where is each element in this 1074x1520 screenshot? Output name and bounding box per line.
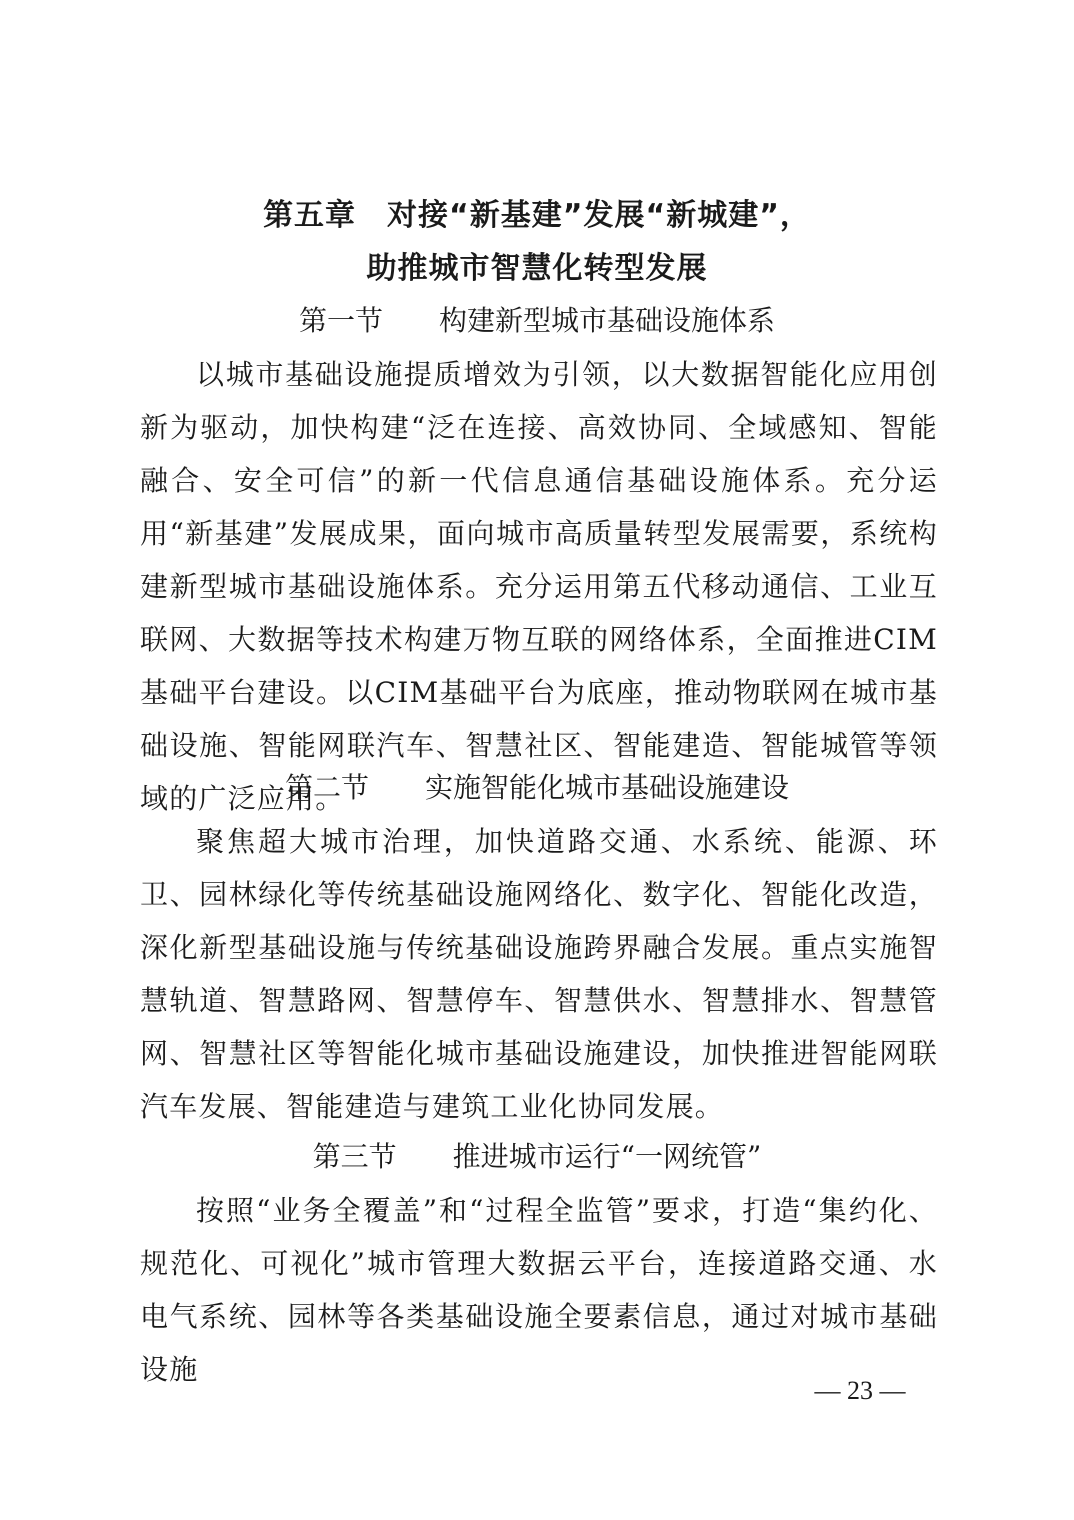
- section-1-paragraph: 以城市基础设施提质增效为引领，以大数据智能化应用创新为驱动，加快构建“泛在连接、高效协同、全域感知、智能融合、安全可信”的新一代信息通信基础设施体系。充分运用“新基建”发展成果，面向城市高质量转型发展需要，系统构建新型城市基础设施体系。充分运用第五代移动通信、工业互联网、大数据等技术构建万物互联的网络体系，全面推进CIM基础平台建设。以CIM基础平台为底座，推动物联网在城市基础设施、智能网联汽车、智慧社区、智能建造、智能城管等领域的广泛应用。: [140, 358, 938, 815]
- section-title-3: 第三节 推进城市运行“一网统管”: [312, 1140, 762, 1173]
- page-number: — 23 —: [814, 1376, 906, 1405]
- section-3-paragraph: 按照“业务全覆盖”和“过程全监管”要求，打造“集约化、规范化、可视化”城市管理大数据云平台，连接道路交通、水电气系统、园林等各类基础设施全要素信息，通过对城市基础设施: [140, 1194, 938, 1386]
- chapter-title-line2: 助推城市智慧化转型发展: [366, 251, 708, 286]
- section-title-2: 第二节 实施智能化城市基础设施建设: [284, 771, 789, 804]
- chapter-title-line1: 第五章 对接“新基建”发展“新城建”，: [263, 198, 811, 233]
- section-2-paragraph: 聚焦超大城市治理，加快道路交通、水系统、能源、环卫、园林绿化等传统基础设施网络化、数字化、智能化改造，深化新型基础设施与传统基础设施跨界融合发展。重点实施智慧轨道、智慧路网、智慧停车、智慧供水、智慧排水、智慧管网、智慧社区等智能化城市基础设施建设，加快推进智能网联汽车发展、智能建造与建筑工业化协同发展。: [140, 825, 938, 1123]
- section-title-1: 第一节 构建新型城市基础设施体系: [298, 304, 775, 337]
